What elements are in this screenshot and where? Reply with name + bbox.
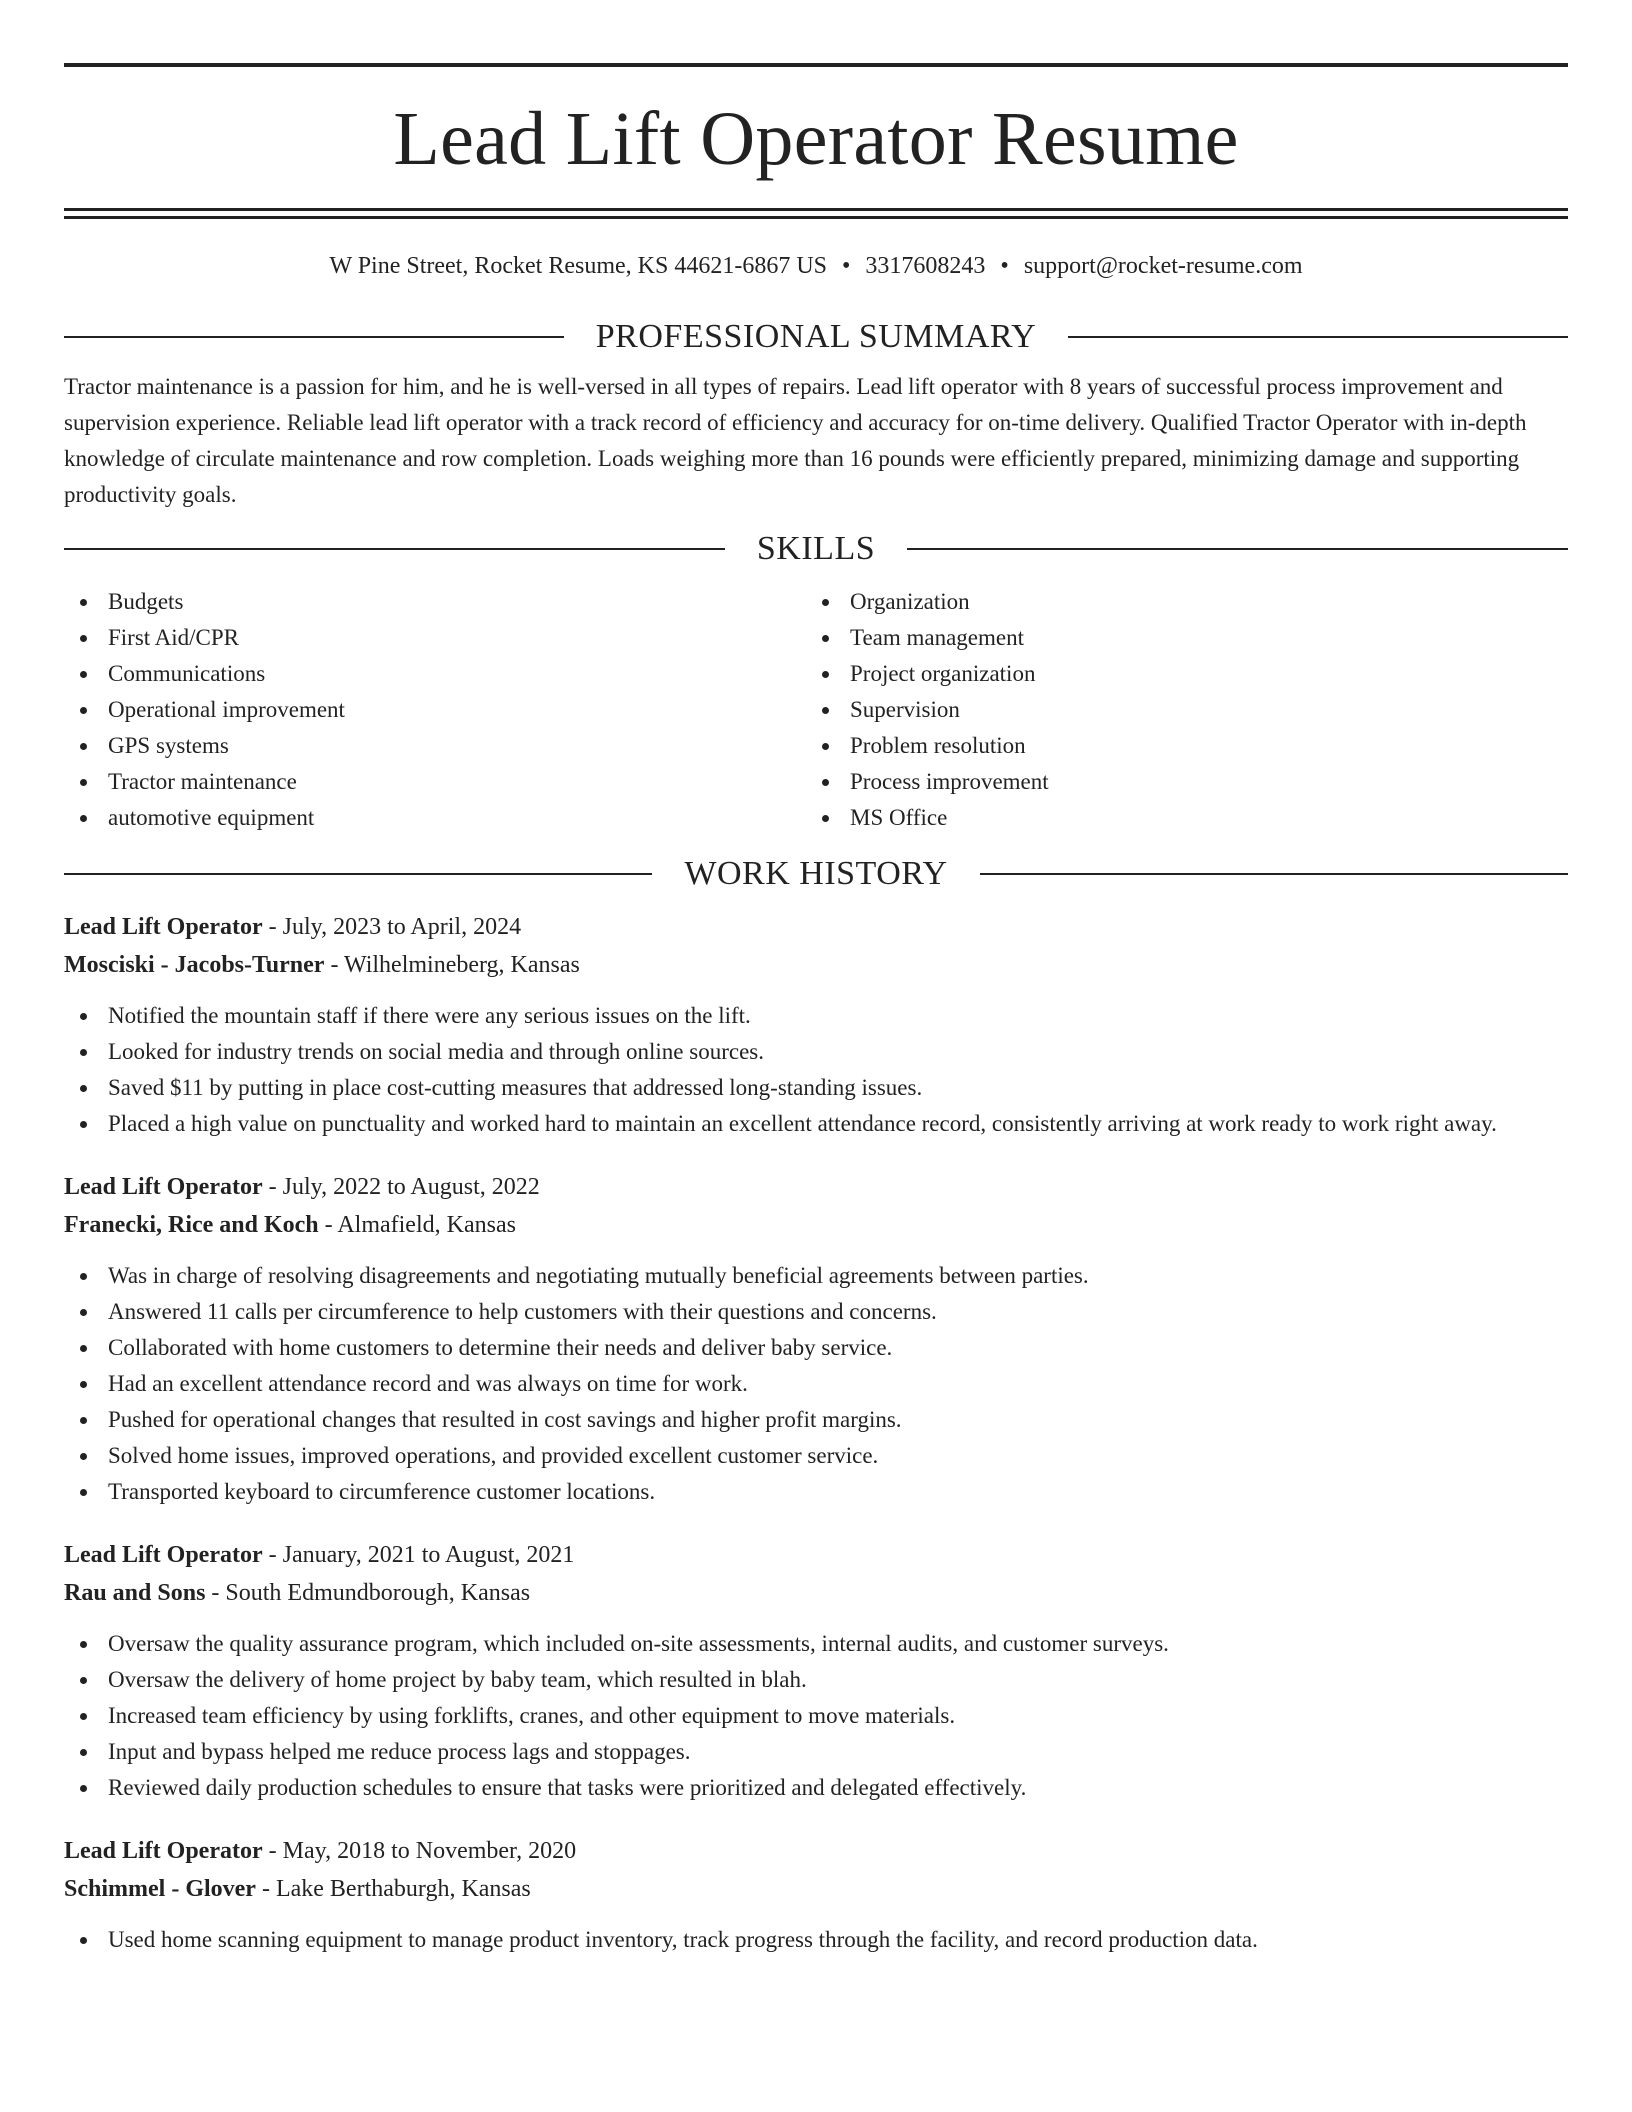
resume-title: Lead Lift Operator Resume — [393, 97, 1239, 181]
address: W Pine Street, Rocket Resume, KS 44621-6867 US — [329, 253, 828, 279]
job-bullets — [64, 1626, 1568, 1806]
job-bullet: Oversaw the delivery of home project by baby team, which resulted in blah. — [64, 1662, 1568, 1698]
job-company: Mosciski - Jacobs-Turner — [64, 952, 325, 978]
job-title: Lead Lift Operator — [64, 1838, 263, 1864]
job-title: Lead Lift Operator — [64, 914, 263, 940]
job-bullet: Answered 11 calls per circumference to help customers with their questions and concerns. — [64, 1294, 1568, 1330]
contact-separator: • — [1000, 253, 1009, 279]
contact-separator: • — [842, 253, 851, 279]
job-location: - Almafield, Kansas — [318, 1212, 516, 1238]
job-company: Franecki, Rice and Koch — [64, 1212, 319, 1238]
job-title-line — [64, 908, 1568, 946]
job-bullet: Solved home issues, improved operations, and provided excellent customer service. — [64, 1438, 1568, 1474]
heading-rule-right — [907, 548, 1568, 550]
heading-rule-right — [1068, 336, 1568, 338]
skills-column-left — [64, 584, 806, 836]
summary-heading — [64, 317, 1568, 357]
job-bullet: Notified the mountain staff if there were any serious issues on the lift. — [64, 998, 1568, 1034]
job-location: - Wilhelmineberg, Kansas — [324, 952, 580, 978]
skill-item: Project organization — [806, 656, 1548, 692]
job-company: Schimmel - Glover — [64, 1876, 256, 1902]
job-dates: - July, 2023 to April, 2024 — [262, 914, 522, 940]
job-company-line — [64, 946, 1568, 984]
phone: 3317608243 — [865, 253, 986, 279]
skill-item: Budgets — [64, 584, 806, 620]
job-bullet: Input and bypass helped me reduce process lags and stoppages. — [64, 1734, 1568, 1770]
job-title-line — [64, 1536, 1568, 1574]
job-bullets — [64, 998, 1568, 1142]
heading-rule-left — [64, 548, 725, 550]
heading-rule-left — [64, 336, 564, 338]
work-heading-label: WORK HISTORY — [684, 855, 948, 892]
skill-item: MS Office — [806, 800, 1548, 836]
job-dates: - May, 2018 to November, 2020 — [262, 1838, 577, 1864]
job-bullet: Looked for industry trends on social media and through online sources. — [64, 1034, 1568, 1070]
heading-rule-left — [64, 873, 652, 875]
job-bullet: Placed a high value on punctuality and worked hard to maintain an excellent attendance record, consistently arriving at work ready to work right away. — [64, 1106, 1568, 1142]
job-dates: - July, 2022 to August, 2022 — [262, 1174, 540, 1200]
job-bullets — [64, 1922, 1568, 1958]
skills-column-right — [806, 584, 1548, 836]
job-location: - Lake Berthaburgh, Kansas — [255, 1876, 531, 1902]
job-entry — [64, 1536, 1568, 1806]
job-title-line — [64, 1832, 1568, 1870]
skill-item: Process improvement — [806, 764, 1548, 800]
job-location: - South Edmundborough, Kansas — [205, 1580, 531, 1606]
contact-line — [64, 252, 1568, 280]
skill-item: Organization — [806, 584, 1548, 620]
job-bullet: Oversaw the quality assurance program, which included on-site assessments, internal audits, and customer surveys. — [64, 1626, 1568, 1662]
job-bullet: Increased team efficiency by using forklifts, cranes, and other equipment to move materials. — [64, 1698, 1568, 1734]
skills-heading — [64, 529, 1568, 569]
job-entry — [64, 908, 1568, 1142]
resume-page — [64, 0, 1568, 1984]
job-entry — [64, 1168, 1568, 1510]
job-bullet: Saved $11 by putting in place cost-cutting measures that addressed long-standing issues. — [64, 1070, 1568, 1106]
summary-text: Tractor maintenance is a passion for him, and he is well-versed in all types of repairs. Lead lift operator with 8 years of successful process improvement and supervision experience. Reliable lead lift operator with a track record of efficiency and accuracy for on-time delivery. Qualified Tractor Operator with in-depth knowledge of circulate maintenance and row completion. Loads weighing more than 16 pounds were efficiently prepared, minimizing damage and supporting productivity goals. — [64, 374, 1527, 507]
job-company-line — [64, 1574, 1568, 1612]
skills-heading-label: SKILLS — [756, 530, 876, 567]
skill-item: GPS systems — [64, 728, 806, 764]
job-bullet: Transported keyboard to circumference customer locations. — [64, 1474, 1568, 1510]
job-title: Lead Lift Operator — [64, 1174, 263, 1200]
top-rule — [64, 63, 1568, 67]
skill-item: Problem resolution — [806, 728, 1548, 764]
skill-item: Operational improvement — [64, 692, 806, 728]
skill-item: Team management — [806, 620, 1548, 656]
heading-rule-right — [980, 873, 1568, 875]
job-bullet: Used home scanning equipment to manage product inventory, track progress through the facility, and record production data. — [64, 1922, 1568, 1958]
skill-item: Communications — [64, 656, 806, 692]
skill-item: First Aid/CPR — [64, 620, 806, 656]
work-history — [64, 908, 1568, 1958]
job-company-line — [64, 1870, 1568, 1908]
title-double-rule — [64, 208, 1568, 219]
job-entry — [64, 1832, 1568, 1958]
job-company-line — [64, 1206, 1568, 1244]
job-bullet: Collaborated with home customers to determine their needs and deliver baby service. — [64, 1330, 1568, 1366]
skill-item: Tractor maintenance — [64, 764, 806, 800]
job-bullets — [64, 1258, 1568, 1510]
job-bullet: Had an excellent attendance record and was always on time for work. — [64, 1366, 1568, 1402]
job-company: Rau and Sons — [64, 1580, 206, 1606]
email: support@rocket-resume.com — [1023, 253, 1303, 279]
skill-item: automotive equipment — [64, 800, 806, 836]
job-dates: - January, 2021 to August, 2021 — [262, 1542, 575, 1568]
skills-list — [64, 584, 1568, 836]
job-title: Lead Lift Operator — [64, 1542, 263, 1568]
job-bullet: Pushed for operational changes that resulted in cost savings and higher profit margins. — [64, 1402, 1568, 1438]
job-title-line — [64, 1168, 1568, 1206]
skill-item: Supervision — [806, 692, 1548, 728]
summary-heading-label: PROFESSIONAL SUMMARY — [595, 318, 1037, 355]
job-bullet: Was in charge of resolving disagreements and negotiating mutually beneficial agreements between parties. — [64, 1258, 1568, 1294]
work-heading — [64, 854, 1568, 894]
job-bullet: Reviewed daily production schedules to ensure that tasks were prioritized and delegated effectively. — [64, 1770, 1568, 1806]
